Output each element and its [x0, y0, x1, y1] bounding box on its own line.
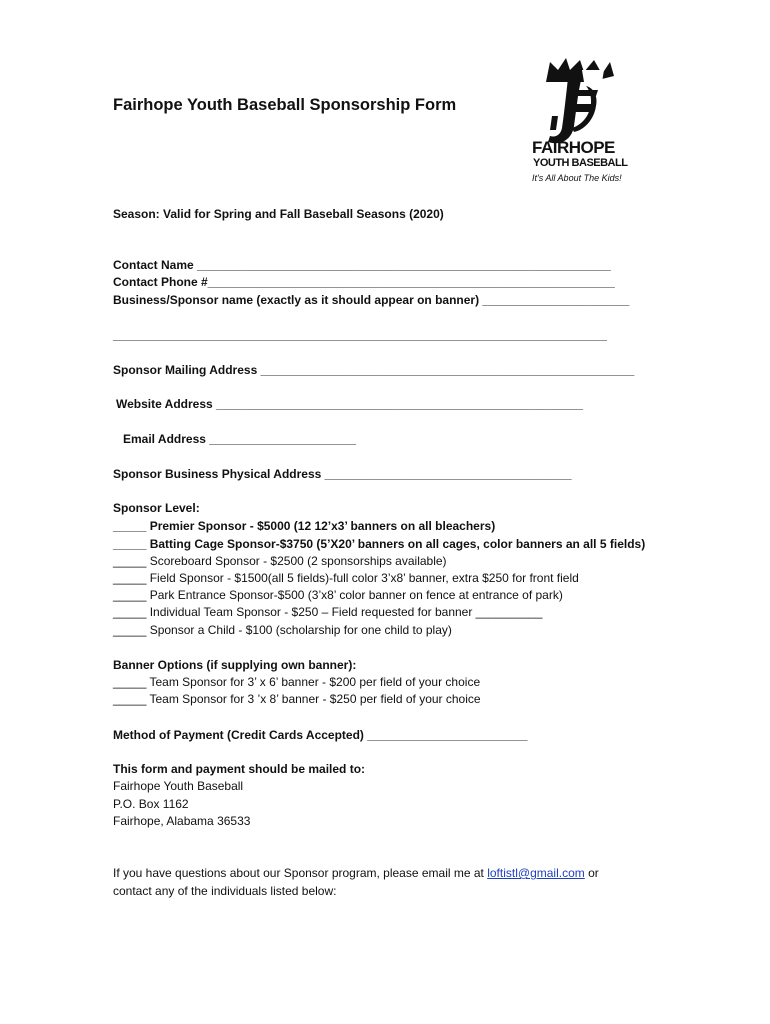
questions-line-2: contact any of the individuals listed below: — [113, 884, 337, 898]
physical-address-field[interactable]: Sponsor Business Physical Address _____________________________________ — [113, 467, 572, 481]
contact-email-link[interactable]: loftistl@gmail.com — [487, 866, 585, 880]
mail-address-line-3: Fairhope, Alabama 36533 — [113, 814, 251, 828]
sponsor-level-individual-team[interactable]: _____ Individual Team Sponsor - $250 – Field requested for banner __________ — [113, 605, 543, 619]
sponsor-level-child[interactable]: _____ Sponsor a Child - $100 (scholarship for one child to play) — [113, 623, 452, 637]
logo-tagline: It's All About The Kids! — [532, 173, 622, 183]
banner-option-3x6[interactable]: _____ Team Sponsor for 3’ x 6’ banner - $200 per field of your choice — [113, 675, 481, 689]
banner-options-heading: Banner Options (if supplying own banner): — [113, 658, 357, 672]
contact-phone-field[interactable]: Contact Phone #_____________________________________________________________ — [113, 275, 615, 289]
sponsor-level-heading: Sponsor Level: — [113, 501, 200, 515]
banner-option-3x8[interactable]: _____ Team Sponsor for 3 ’x 8’ banner - $250 per field of your choice — [113, 692, 481, 706]
mailing-address-field[interactable]: Sponsor Mailing Address ________________________________________________________ — [113, 363, 635, 377]
contact-name-field[interactable]: Contact Name ______________________________________________________________ — [113, 258, 611, 272]
sponsor-level-field[interactable]: _____ Field Sponsor - $1500(all 5 fields)-full color 3’x8’ banner, extra $250 for front field — [113, 571, 579, 585]
sponsor-level-park-entrance[interactable]: _____ Park Entrance Sponsor-$500 (3’x8’ color banner on fence at entrance of park) — [113, 588, 563, 602]
sponsor-level-scoreboard[interactable]: _____ Scoreboard Sponsor - $2500 (2 sponsorships available) — [113, 554, 447, 568]
payment-method-field[interactable]: Method of Payment (Credit Cards Accepted) ________________________ — [113, 728, 528, 742]
mail-address-line-1: Fairhope Youth Baseball — [113, 779, 244, 793]
questions-prefix: If you have questions about our Sponsor program, please email me at — [113, 866, 488, 880]
logo-line-fairhope: FAIRHOPE — [532, 138, 615, 157]
business-name-extra-line[interactable]: __________________________________________________________________________ — [113, 328, 607, 342]
email-field[interactable]: Email Address ______________________ — [123, 432, 357, 446]
mail-heading: This form and payment should be mailed to: — [113, 762, 366, 776]
sponsor-level-batting-cage[interactable]: _____ Batting Cage Sponsor-$3750 (5’X20’ banners on all cages, color banners an all 5 fields) — [113, 537, 646, 551]
website-field[interactable]: Website Address _______________________________________________________ — [116, 397, 584, 411]
page-title: Fairhope Youth Baseball Sponsorship Form — [113, 96, 457, 114]
logo-line-youth-baseball: YOUTH BASEBALL — [533, 157, 628, 169]
mail-address-line-2: P.O. Box 1162 — [113, 797, 189, 811]
season-text: Season: Valid for Spring and Fall Baseball Seasons (2020) — [113, 207, 444, 221]
sponsor-level-premier[interactable]: _____ Premier Sponsor - $5000 (12 12’x3’ banners on all bleachers) — [113, 519, 496, 533]
business-name-field[interactable]: Business/Sponsor name (exactly as it should appear on banner) ______________________ — [113, 293, 630, 307]
questions-suffix: or — [584, 866, 599, 880]
questions-line-1 — [113, 865, 599, 882]
